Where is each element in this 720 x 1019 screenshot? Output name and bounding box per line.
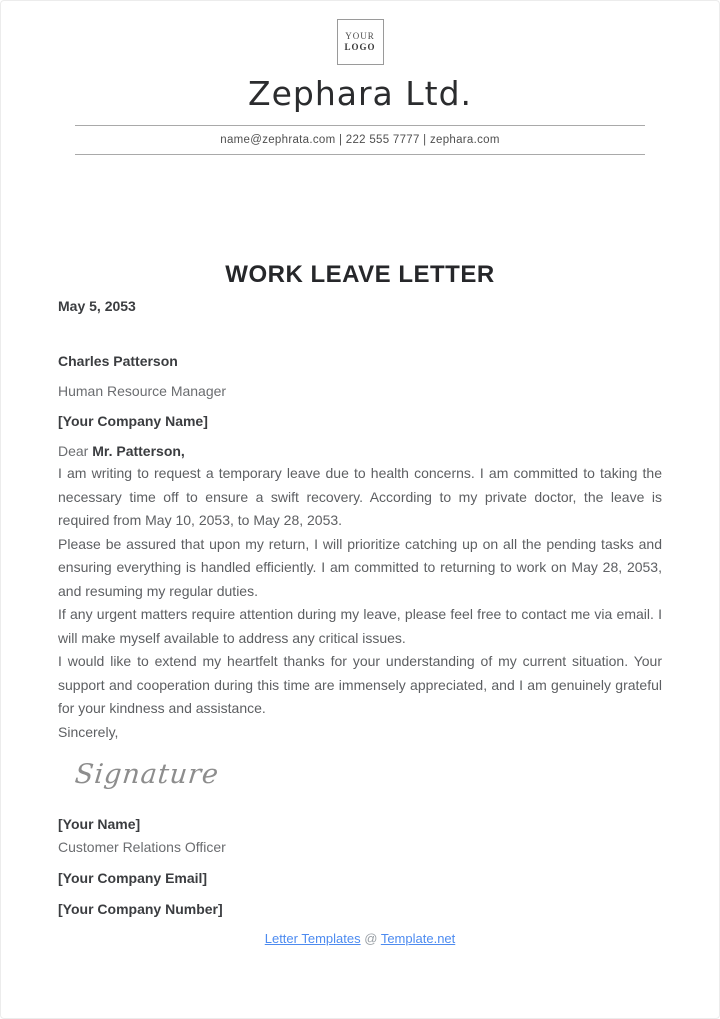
company-logo-placeholder [337, 19, 384, 65]
logo-text-your: YOUR [345, 31, 375, 41]
letter-templates-link[interactable]: Letter Templates [264, 931, 361, 946]
letterhead [1, 1, 719, 155]
salutation-prefix: Dear [58, 443, 93, 459]
recipient-block [58, 351, 662, 462]
salutation [58, 441, 662, 462]
signer-block [58, 814, 662, 919]
letter-title: WORK LEAVE LETTER [225, 261, 495, 288]
template-net-link[interactable]: Template.net [380, 931, 456, 946]
signer-title: Customer Relations Officer [58, 839, 226, 855]
letter-body [1, 261, 719, 919]
signature-image: Signature [73, 759, 221, 790]
signer-name-placeholder: [Your Name] [58, 816, 141, 832]
paragraph-2: Please be assured that upon my return, I will prioritize catching up on all the pending tasks and ensuring everything is handled efficiently. I am committed to returning to work on May 28, 2053, and resuming my regular duties. [58, 535, 662, 599]
letter-date: May 5, 2053 [58, 298, 136, 314]
signer-number-placeholder: [Your Company Number] [58, 901, 223, 917]
closing-line: Sincerely, [58, 723, 119, 740]
header-divider-top [75, 125, 645, 126]
paragraph-4: I would like to extend my heartfelt thanks for your understanding of my current situation. Your support and cooperation during this time are immensely appreciated, and I am genuinely grateful for your kindness and assistance. [58, 653, 662, 716]
paragraph-1: I am writing to request a temporary leave due to health concerns. I am committed to taking the necessary time off to ensure a swift recovery. According to my private doctor, the leave is required from May 10, 2053, to May 28, 2053. [58, 465, 662, 528]
header-divider-bottom [75, 154, 645, 155]
signer-email-placeholder: [Your Company Email] [58, 870, 208, 886]
company-contact-line: name@zephrata.com | 222 555 7777 | zephara.com [220, 134, 500, 146]
logo-text-logo: LOGO [344, 42, 376, 52]
recipient-title: Human Resource Manager [58, 383, 227, 399]
recipient-company-placeholder: [Your Company Name] [58, 413, 208, 429]
paragraph-3: If any urgent matters require attention during my leave, please feel free to contact me via email. I will make myself available to address any critical issues. [58, 606, 662, 646]
at-separator: @ [364, 931, 378, 946]
company-name: Zephara Ltd. [247, 74, 473, 113]
recipient-name: Charles Patterson [58, 353, 178, 369]
letter-paragraphs [58, 462, 662, 744]
salutation-name: Mr. Patterson, [92, 443, 185, 459]
template-attribution [1, 931, 719, 946]
